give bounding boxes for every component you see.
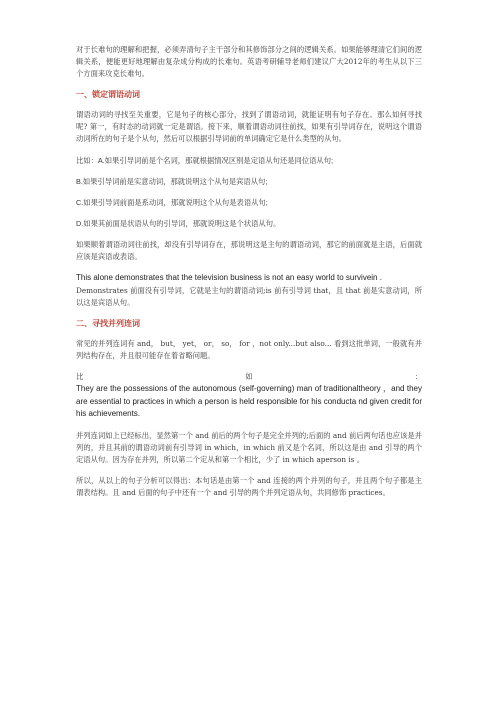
section-heading-conjunction: 二、寻找并列连词 — [76, 318, 140, 328]
example-lead-char-2: 如 — [245, 372, 253, 381]
conjunction-conclusion: 所以，从以上的句子分析可以得出：本句话是由第一个 and 连接的两个并列的句子，并且两个句子都是主谓表结构。且 and 后面的句子中还有一个 and 引导的两个并列定语从句，共同修饰 practices。 — [76, 475, 422, 497]
rule-b: B.如果引导词前是实意动词，那就说明这个从句是宾语从句; — [76, 176, 268, 186]
conjunction-analysis: 并列连词如上已经标出，显然第一个 and 前后的两个句子是完全并列的;后面的 and 前后两句话也应该是并列的，并且其前的谓语动词前有引导词 in which，in which 前又是个名词，所以这是由 and 引导的两个定语从句。因为存在并列，所以第二个定从和第一个相比，少了 in which aperson is 。 — [76, 430, 422, 464]
rule-c: C.如果引导词前面是系动词，那就说明这个从句是表语从句; — [76, 197, 268, 207]
document-page — [76, 44, 422, 508]
intro-paragraph: 对于长难句的理解和把握，必须弄清句子主干部分和其修饰部分之间的逻辑关系。如果能够理清它们间的逻辑关系，便能更好地理解由复杂成分构成的长难句。英语考研辅导老师们建议广大2012年的考生从以下三个方面来攻克长难句。 — [76, 45, 422, 79]
predicate-paragraph-2: 如果顺着谓语动词往前找，却没有引导词存在，那说明这是主句的谓语动词，那它的前面就是主语，后面就应该是宾语或表语。 — [76, 239, 422, 262]
rule-a: 比如：A.如果引导词前是个名词，那就根据情况区别是定语从句还是同位语从句; — [76, 155, 334, 165]
example-lead-colon: ： — [414, 372, 422, 381]
example-explanation-1: Demonstrates 前面没有引导词，它就是主句的谓语动词;is 前有引导词 that，且 that 前是实意动词，所以这是宾语从句。 — [76, 285, 422, 307]
section-heading-predicate: 一、锁定谓语动词 — [76, 90, 140, 100]
example-sentence-2: They are the possessions of the autonomous (self-governing) man of traditionaltheory ，and they are essential to practices in which a person is held responsible for his conducta nd given credit for his achievements. — [76, 384, 422, 419]
predicate-paragraph: 谓语动词的寻找至关重要，它是句子的核心部分，找到了谓语动词，就能证明有句子存在。那么如何寻找呢? 第一，有时态的动词就一定是谓语。接下来，顺着谓语动词往前找，如果有引导词存在，说明这个谓语动词所在的句子是个从句，然后可以根据引导词前的单词确定它是什么类型的从句。 — [76, 110, 422, 144]
example-lead-char-1: 比 — [76, 372, 84, 381]
conjunction-paragraph: 常见的并列连词有 and， but， yet， or， so， for ，not only...but also... 看到这批单词，一般就有并列结构存在，并且很可能存在着省略问题。 — [76, 338, 422, 360]
rule-d: D.如果其前面是状语从句的引导词，那就说明这是个状语从句。 — [76, 218, 281, 228]
example-lead-line — [76, 371, 422, 383]
example-sentence-1: This alone demonstrates that the television business is not an easy world to survivein . — [76, 273, 382, 283]
